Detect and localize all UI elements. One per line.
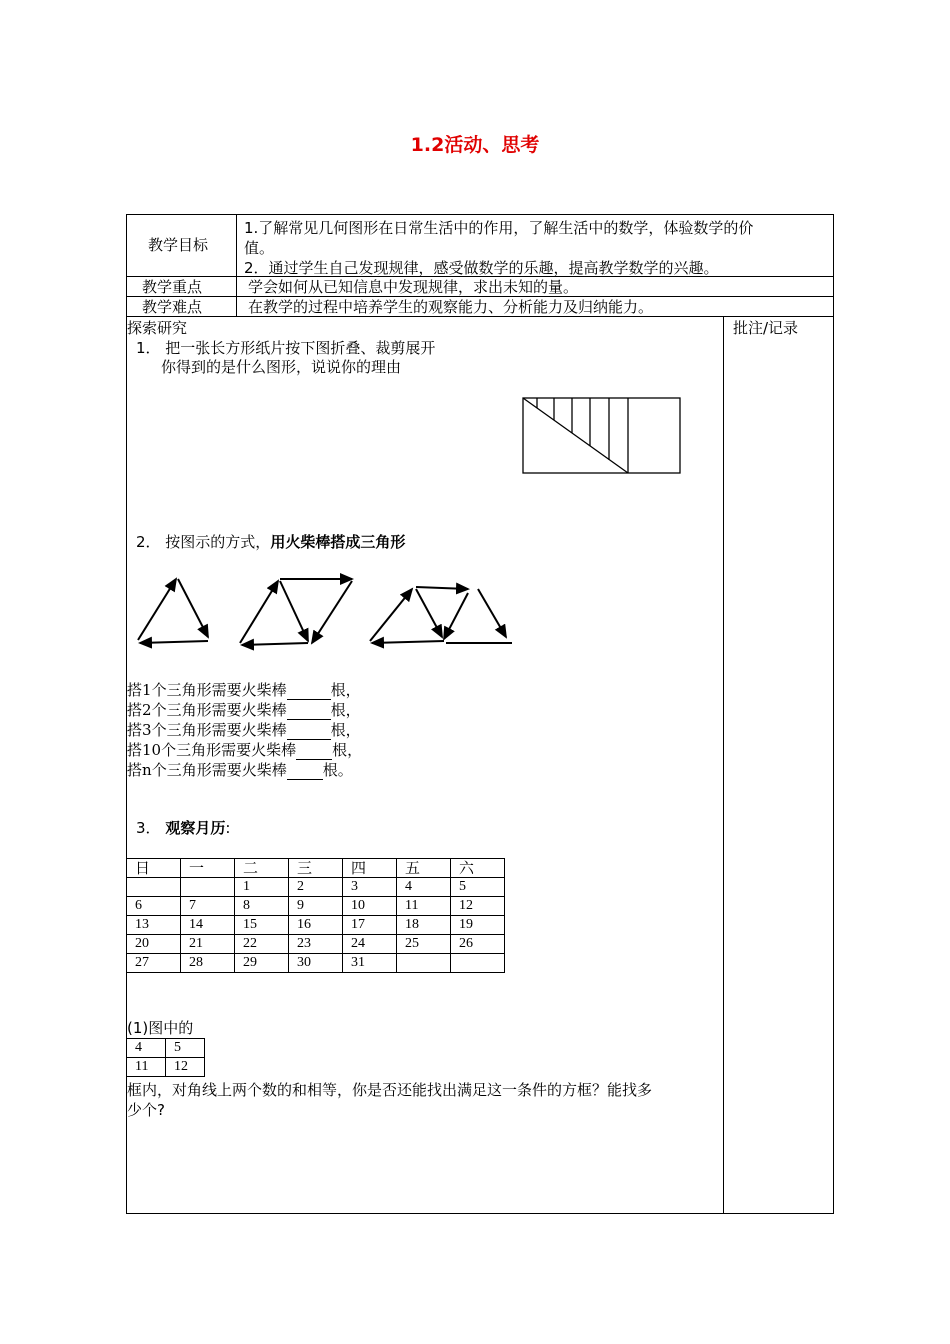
- calendar-cell: 28: [181, 954, 235, 973]
- fill-post: 个三角形需要火柴棒: [151, 761, 287, 779]
- table-border-bottom: [126, 1213, 834, 1214]
- calendar-cell: 六: [451, 859, 505, 878]
- calendar-cell: [397, 954, 451, 973]
- calendar-cell: 11: [397, 897, 451, 916]
- goal-line2: 2．通过学生自己发现规律，感受做数学的乐趣，提高教学数学的兴趣。: [244, 259, 719, 277]
- q2-prefix: 2． 按图示的方式，: [136, 533, 271, 551]
- calendar-cell: [451, 954, 505, 973]
- goal-line1: 1.了解常见几何图形在日常生活中的作用，了解生活中的数学，体验数学的价: [244, 219, 754, 237]
- calendar-table: [126, 858, 505, 973]
- fill-line-5: [127, 760, 353, 780]
- q1-line2: 你得到的是什么图形，说说你的理由: [161, 358, 402, 376]
- calendar-cell: 2: [289, 878, 343, 897]
- fill-n: 1: [142, 681, 152, 699]
- calendar-cell: 7: [181, 897, 235, 916]
- section-heading: 探索研究: [127, 319, 188, 337]
- fill-n: 3: [142, 721, 152, 739]
- sub1-line2: 少个?: [127, 1101, 165, 1119]
- calendar-cell: 四: [343, 859, 397, 878]
- fill-post: 个三角形需要火柴棒: [151, 681, 287, 699]
- calendar-cell: 24: [343, 935, 397, 954]
- calendar-cell: 日: [127, 859, 181, 878]
- fill-pre: 搭: [127, 761, 143, 779]
- fill-blank[interactable]: [296, 743, 332, 760]
- key-label: 教学重点: [142, 278, 203, 296]
- fill-pre: 搭: [127, 741, 143, 759]
- calendar-cell: 6: [127, 897, 181, 916]
- calendar-cell: 20: [127, 935, 181, 954]
- fill-pre: 搭: [127, 721, 143, 739]
- fill-line-2: [127, 700, 361, 720]
- calendar-cell: 18: [397, 916, 451, 935]
- table-border-top: [126, 214, 834, 215]
- calendar-cell: 五: [397, 859, 451, 878]
- calendar-cell: 12: [451, 897, 505, 916]
- hard-text: 在教学的过程中培养学生的观察能力、分析能力及归纳能力。: [248, 298, 654, 316]
- square-cell: 4: [127, 1039, 166, 1058]
- calendar-cell: 25: [397, 935, 451, 954]
- calendar-cell: 10: [343, 897, 397, 916]
- calendar-row: [127, 897, 505, 916]
- q3-colon: :: [225, 819, 231, 837]
- matchstick-triangle-1: [138, 579, 208, 643]
- calendar-cell: 17: [343, 916, 397, 935]
- calendar-cell: 23: [289, 935, 343, 954]
- square-cell: 12: [166, 1058, 205, 1077]
- fill-blank[interactable]: [287, 703, 331, 720]
- q2-line: [136, 532, 405, 552]
- calendar-row: [127, 916, 505, 935]
- fill-blank[interactable]: [287, 683, 331, 700]
- fill-end: 根，: [330, 701, 361, 719]
- fill-post: 个三角形需要火柴棒: [151, 721, 287, 739]
- page-title: 1.2活动、思考: [410, 134, 540, 156]
- calendar-row: [127, 954, 505, 973]
- notes-column-divider: [723, 316, 724, 1214]
- fill-line-3: [127, 720, 361, 740]
- square-cell: 5: [166, 1039, 205, 1058]
- calendar-cell: 15: [235, 916, 289, 935]
- calendar-cell: 三: [289, 859, 343, 878]
- key-text: 学会如何从已知信息中发现规律，求出未知的量。: [248, 278, 579, 296]
- q1-line1: 1． 把一张长方形纸片按下图折叠、裁剪展开: [136, 339, 436, 357]
- square-row: [127, 1039, 205, 1058]
- calendar-cell: 31: [343, 954, 397, 973]
- calendar-cell: 4: [397, 878, 451, 897]
- q2-bold: 用火柴棒搭成三角形: [270, 533, 406, 551]
- square-table: [126, 1038, 205, 1077]
- fill-pre: 搭: [127, 701, 143, 719]
- fill-end: 根。: [322, 761, 353, 779]
- fill-blank[interactable]: [287, 723, 331, 740]
- calendar-cell: 22: [235, 935, 289, 954]
- fill-end: 根，: [330, 721, 361, 739]
- paper-rectangle: [523, 398, 680, 473]
- q3-line: [136, 818, 230, 838]
- calendar-cell: 14: [181, 916, 235, 935]
- matchstick-triangles-3: [370, 587, 512, 643]
- calendar-cell: 3: [343, 878, 397, 897]
- calendar-cell: 1: [235, 878, 289, 897]
- calendar-cell: 一: [181, 859, 235, 878]
- fill-blank[interactable]: [287, 763, 323, 780]
- fill-post: 个三角形需要火柴棒: [151, 701, 287, 719]
- calendar-cell: 5: [451, 878, 505, 897]
- calendar-cell: 16: [289, 916, 343, 935]
- hard-label: 教学难点: [142, 298, 203, 316]
- calendar-cell: 26: [451, 935, 505, 954]
- fill-n: 2: [142, 701, 152, 719]
- table-border-right: [833, 214, 834, 1214]
- fill-end: 根，: [332, 741, 363, 759]
- folded-paper-figure: [520, 395, 684, 477]
- fill-line-4: [127, 740, 362, 760]
- fill-line-1: [127, 680, 361, 700]
- calendar-cell: 30: [289, 954, 343, 973]
- calendar-cell: 9: [289, 897, 343, 916]
- calendar-cell: 27: [127, 954, 181, 973]
- fill-n: 10: [142, 741, 162, 759]
- calendar-cell: 29: [235, 954, 289, 973]
- matchstick-triangles-2: [240, 579, 352, 645]
- q3-bold: 观察月历: [165, 819, 226, 837]
- fill-n: n: [142, 761, 152, 779]
- square-cell: 11: [127, 1058, 166, 1077]
- fold-diagonal: [523, 398, 628, 473]
- calendar-cell: 21: [181, 935, 235, 954]
- fill-pre: 搭: [127, 681, 143, 699]
- calendar-header-row: [127, 859, 505, 878]
- matchstick-figure: [128, 565, 528, 655]
- calendar-cell: 8: [235, 897, 289, 916]
- notes-label: 批注/记录: [733, 319, 799, 337]
- sub1-line1: 框内，对角线上两个数的和相等，你是否还能找出满足这一条件的方框？能找多: [127, 1081, 653, 1099]
- calendar-row: [127, 935, 505, 954]
- q3-prefix: 3．: [136, 819, 161, 837]
- calendar-cell: 二: [235, 859, 289, 878]
- goal-line1b: 值。: [244, 239, 275, 257]
- calendar-cell: [127, 878, 181, 897]
- fill-end: 根，: [330, 681, 361, 699]
- sub1-label: (1)图中的: [127, 1019, 194, 1037]
- calendar-cell: 13: [127, 916, 181, 935]
- fill-post: 个三角形需要火柴棒: [161, 741, 297, 759]
- column-divider: [236, 214, 237, 316]
- goal-label: 教学目标: [148, 236, 209, 254]
- calendar-cell: [181, 878, 235, 897]
- square-row: [127, 1058, 205, 1077]
- calendar-cell: 19: [451, 916, 505, 935]
- calendar-row: [127, 878, 505, 897]
